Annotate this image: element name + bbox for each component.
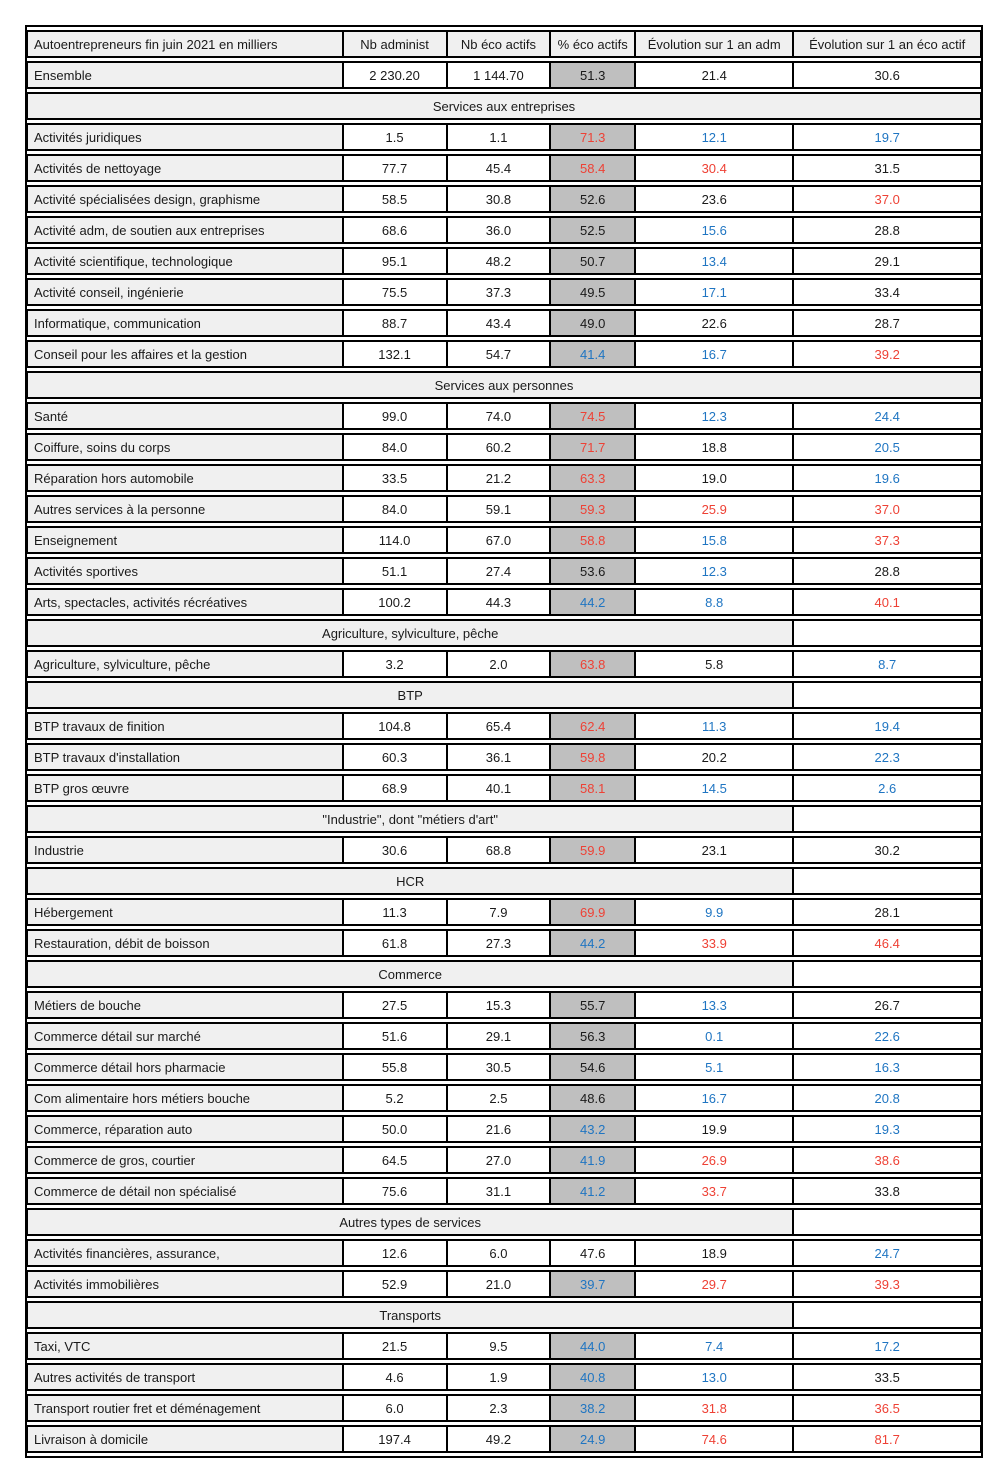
table-row: [27, 836, 981, 864]
cell-nb-administ: 4.6: [343, 1363, 447, 1391]
cell-evolution-adm: 23.1: [635, 836, 793, 864]
section-empty-cell: [793, 681, 981, 709]
cell-pct-eco-actifs: 50.7: [550, 247, 635, 275]
cell-evolution-eco: 28.7: [793, 309, 981, 337]
cell-evolution-adm: 5.8: [635, 650, 793, 678]
cell-nb-administ: 2 230.20: [343, 61, 447, 89]
row-label: Activités immobilières: [27, 1270, 343, 1298]
cell-evolution-adm: 13.0: [635, 1363, 793, 1391]
row-label: BTP gros œuvre: [27, 774, 343, 802]
table-row: [27, 309, 981, 337]
cell-evolution-adm: 13.3: [635, 991, 793, 1019]
table-row: [27, 464, 981, 492]
section-empty-cell: [793, 1208, 981, 1236]
cell-nb-eco-actifs: 43.4: [447, 309, 551, 337]
cell-evolution-eco: 36.5: [793, 1394, 981, 1422]
cell-evolution-adm: 31.8: [635, 1394, 793, 1422]
row-label: Ensemble: [27, 61, 343, 89]
table-row: [27, 898, 981, 926]
cell-evolution-adm: 16.7: [635, 1084, 793, 1112]
section-row: [27, 960, 981, 988]
section-header: "Industrie", dont "métiers d'art": [27, 805, 793, 833]
header-row: [27, 30, 981, 58]
table-row: [27, 1022, 981, 1050]
row-label: Commerce détail sur marché: [27, 1022, 343, 1050]
cell-pct-eco-actifs: 41.2: [550, 1177, 635, 1205]
cell-evolution-eco: 20.5: [793, 433, 981, 461]
table-row: [27, 526, 981, 554]
cell-pct-eco-actifs: 49.0: [550, 309, 635, 337]
table-row: [27, 588, 981, 616]
cell-nb-eco-actifs: 60.2: [447, 433, 551, 461]
cell-evolution-adm: 17.1: [635, 278, 793, 306]
cell-nb-administ: 197.4: [343, 1425, 447, 1453]
cell-nb-eco-actifs: 31.1: [447, 1177, 551, 1205]
cell-evolution-eco: 19.7: [793, 123, 981, 151]
cell-pct-eco-actifs: 56.3: [550, 1022, 635, 1050]
row-label: Hébergement: [27, 898, 343, 926]
cell-evolution-adm: 12.1: [635, 123, 793, 151]
cell-pct-eco-actifs: 54.6: [550, 1053, 635, 1081]
row-label: Commerce de gros, courtier: [27, 1146, 343, 1174]
cell-nb-administ: 75.6: [343, 1177, 447, 1205]
row-label: Coiffure, soins du corps: [27, 433, 343, 461]
cell-nb-administ: 33.5: [343, 464, 447, 492]
row-label: Activités de nettoyage: [27, 154, 343, 182]
cell-pct-eco-actifs: 59.9: [550, 836, 635, 864]
cell-nb-administ: 77.7: [343, 154, 447, 182]
table-row: [27, 123, 981, 151]
cell-evolution-eco: 19.6: [793, 464, 981, 492]
table-row: [27, 650, 981, 678]
row-label: Commerce détail hors pharmacie: [27, 1053, 343, 1081]
row-label: Informatique, communication: [27, 309, 343, 337]
table-row: [27, 340, 981, 368]
cell-nb-administ: 1.5: [343, 123, 447, 151]
column-header-nb-eco-actifs: Nb éco actifs: [447, 30, 551, 58]
row-label: Activité spécialisées design, graphisme: [27, 185, 343, 213]
row-label: Industrie: [27, 836, 343, 864]
cell-evolution-eco: 28.1: [793, 898, 981, 926]
cell-nb-administ: 5.2: [343, 1084, 447, 1112]
cell-nb-administ: 64.5: [343, 1146, 447, 1174]
cell-nb-eco-actifs: 27.0: [447, 1146, 551, 1174]
cell-nb-administ: 60.3: [343, 743, 447, 771]
cell-nb-eco-actifs: 59.1: [447, 495, 551, 523]
table-body: [27, 61, 981, 1453]
section-header: Autres types de services: [27, 1208, 793, 1236]
cell-evolution-eco: 39.3: [793, 1270, 981, 1298]
section-row: [27, 805, 981, 833]
section-empty-cell: [793, 867, 981, 895]
cell-evolution-adm: 14.5: [635, 774, 793, 802]
cell-evolution-adm: 21.4: [635, 61, 793, 89]
cell-nb-administ: 27.5: [343, 991, 447, 1019]
section-header: Services aux entreprises: [27, 92, 981, 120]
cell-pct-eco-actifs: 58.8: [550, 526, 635, 554]
cell-evolution-eco: 33.4: [793, 278, 981, 306]
cell-evolution-eco: 28.8: [793, 216, 981, 244]
cell-evolution-adm: 26.9: [635, 1146, 793, 1174]
cell-evolution-adm: 8.8: [635, 588, 793, 616]
cell-nb-eco-actifs: 9.5: [447, 1332, 551, 1360]
section-row: [27, 867, 981, 895]
cell-evolution-eco: 22.3: [793, 743, 981, 771]
cell-evolution-eco: 26.7: [793, 991, 981, 1019]
cell-pct-eco-actifs: 51.3: [550, 61, 635, 89]
cell-evolution-eco: 17.2: [793, 1332, 981, 1360]
table-row: [27, 743, 981, 771]
cell-nb-eco-actifs: 65.4: [447, 712, 551, 740]
cell-evolution-eco: 37.3: [793, 526, 981, 554]
cell-nb-administ: 61.8: [343, 929, 447, 957]
cell-nb-administ: 21.5: [343, 1332, 447, 1360]
cell-evolution-adm: 33.7: [635, 1177, 793, 1205]
cell-nb-administ: 132.1: [343, 340, 447, 368]
cell-evolution-adm: 25.9: [635, 495, 793, 523]
cell-pct-eco-actifs: 58.1: [550, 774, 635, 802]
cell-nb-eco-actifs: 2.5: [447, 1084, 551, 1112]
section-header: Commerce: [27, 960, 793, 988]
cell-nb-administ: 84.0: [343, 495, 447, 523]
cell-pct-eco-actifs: 40.8: [550, 1363, 635, 1391]
cell-pct-eco-actifs: 47.6: [550, 1239, 635, 1267]
cell-nb-eco-actifs: 36.0: [447, 216, 551, 244]
cell-nb-eco-actifs: 40.1: [447, 774, 551, 802]
cell-evolution-adm: 20.2: [635, 743, 793, 771]
cell-nb-eco-actifs: 68.8: [447, 836, 551, 864]
row-label: Taxi, VTC: [27, 1332, 343, 1360]
cell-nb-eco-actifs: 30.5: [447, 1053, 551, 1081]
row-label: Autres activités de transport: [27, 1363, 343, 1391]
table-row: [27, 1332, 981, 1360]
row-label: Activité adm, de soutien aux entreprises: [27, 216, 343, 244]
cell-nb-administ: 68.6: [343, 216, 447, 244]
table-row: [27, 1146, 981, 1174]
cell-nb-administ: 50.0: [343, 1115, 447, 1143]
row-label: Autres services à la personne: [27, 495, 343, 523]
cell-pct-eco-actifs: 38.2: [550, 1394, 635, 1422]
column-header-evolution-adm: Évolution sur 1 an adm: [635, 30, 793, 58]
cell-nb-eco-actifs: 36.1: [447, 743, 551, 771]
row-label: Arts, spectacles, activités récréatives: [27, 588, 343, 616]
row-label: Restauration, débit de boisson: [27, 929, 343, 957]
cell-evolution-adm: 74.6: [635, 1425, 793, 1453]
cell-pct-eco-actifs: 59.8: [550, 743, 635, 771]
section-header: Services aux personnes: [27, 371, 981, 399]
section-header: HCR: [27, 867, 793, 895]
column-header-nb-administ: Nb administ: [343, 30, 447, 58]
cell-nb-eco-actifs: 27.3: [447, 929, 551, 957]
row-label: Activités juridiques: [27, 123, 343, 151]
section-empty-cell: [793, 960, 981, 988]
row-label: Commerce de détail non spécialisé: [27, 1177, 343, 1205]
table-row: [27, 216, 981, 244]
autoentrepreneurs-table: [25, 25, 983, 1458]
cell-evolution-eco: 81.7: [793, 1425, 981, 1453]
cell-evolution-adm: 12.3: [635, 557, 793, 585]
cell-evolution-eco: 37.0: [793, 185, 981, 213]
cell-nb-administ: 3.2: [343, 650, 447, 678]
section-empty-cell: [793, 805, 981, 833]
cell-pct-eco-actifs: 44.2: [550, 929, 635, 957]
cell-evolution-eco: 38.6: [793, 1146, 981, 1174]
section-row: [27, 92, 981, 120]
cell-nb-administ: 52.9: [343, 1270, 447, 1298]
cell-nb-administ: 100.2: [343, 588, 447, 616]
cell-nb-eco-actifs: 54.7: [447, 340, 551, 368]
section-row: [27, 1208, 981, 1236]
cell-nb-administ: 84.0: [343, 433, 447, 461]
cell-evolution-eco: 20.8: [793, 1084, 981, 1112]
cell-nb-eco-actifs: 74.0: [447, 402, 551, 430]
section-header: BTP: [27, 681, 793, 709]
cell-pct-eco-actifs: 48.6: [550, 1084, 635, 1112]
table-row: [27, 402, 981, 430]
row-label: Agriculture, sylviculture, pêche: [27, 650, 343, 678]
cell-evolution-eco: 37.0: [793, 495, 981, 523]
cell-evolution-eco: 24.7: [793, 1239, 981, 1267]
cell-nb-eco-actifs: 67.0: [447, 526, 551, 554]
row-label: Réparation hors automobile: [27, 464, 343, 492]
cell-nb-administ: 51.6: [343, 1022, 447, 1050]
cell-evolution-eco: 8.7: [793, 650, 981, 678]
row-label: Santé: [27, 402, 343, 430]
column-header-pct-eco-actifs: % éco actifs: [550, 30, 635, 58]
cell-evolution-adm: 9.9: [635, 898, 793, 926]
cell-evolution-eco: 33.8: [793, 1177, 981, 1205]
cell-nb-administ: 51.1: [343, 557, 447, 585]
cell-nb-eco-actifs: 37.3: [447, 278, 551, 306]
cell-nb-eco-actifs: 48.2: [447, 247, 551, 275]
cell-pct-eco-actifs: 58.4: [550, 154, 635, 182]
cell-evolution-adm: 11.3: [635, 712, 793, 740]
cell-nb-administ: 6.0: [343, 1394, 447, 1422]
cell-pct-eco-actifs: 53.6: [550, 557, 635, 585]
cell-nb-eco-actifs: 44.3: [447, 588, 551, 616]
cell-nb-administ: 12.6: [343, 1239, 447, 1267]
cell-evolution-adm: 18.8: [635, 433, 793, 461]
section-row: [27, 371, 981, 399]
cell-nb-eco-actifs: 27.4: [447, 557, 551, 585]
cell-evolution-eco: 24.4: [793, 402, 981, 430]
cell-pct-eco-actifs: 71.7: [550, 433, 635, 461]
cell-pct-eco-actifs: 63.3: [550, 464, 635, 492]
cell-evolution-eco: 30.2: [793, 836, 981, 864]
table-row: [27, 991, 981, 1019]
cell-nb-eco-actifs: 1.1: [447, 123, 551, 151]
cell-evolution-eco: 16.3: [793, 1053, 981, 1081]
section-row: [27, 1301, 981, 1329]
table-row: [27, 1115, 981, 1143]
cell-nb-administ: 99.0: [343, 402, 447, 430]
row-label: Activités sportives: [27, 557, 343, 585]
cell-nb-administ: 104.8: [343, 712, 447, 740]
cell-pct-eco-actifs: 43.2: [550, 1115, 635, 1143]
cell-evolution-eco: 30.6: [793, 61, 981, 89]
row-label: Activité conseil, ingénierie: [27, 278, 343, 306]
table-row: [27, 774, 981, 802]
cell-evolution-adm: 18.9: [635, 1239, 793, 1267]
cell-evolution-adm: 19.0: [635, 464, 793, 492]
section-empty-cell: [793, 619, 981, 647]
cell-nb-eco-actifs: 15.3: [447, 991, 551, 1019]
cell-pct-eco-actifs: 52.6: [550, 185, 635, 213]
cell-evolution-adm: 30.4: [635, 154, 793, 182]
table-row: [27, 1239, 981, 1267]
cell-nb-administ: 114.0: [343, 526, 447, 554]
row-label: BTP travaux d'installation: [27, 743, 343, 771]
section-header: Agriculture, sylviculture, pêche: [27, 619, 793, 647]
cell-nb-eco-actifs: 30.8: [447, 185, 551, 213]
table-row: [27, 929, 981, 957]
cell-evolution-adm: 23.6: [635, 185, 793, 213]
cell-pct-eco-actifs: 44.0: [550, 1332, 635, 1360]
cell-pct-eco-actifs: 49.5: [550, 278, 635, 306]
cell-nb-administ: 55.8: [343, 1053, 447, 1081]
cell-evolution-eco: 40.1: [793, 588, 981, 616]
cell-evolution-adm: 5.1: [635, 1053, 793, 1081]
cell-evolution-adm: 33.9: [635, 929, 793, 957]
section-header: Transports: [27, 1301, 793, 1329]
cell-pct-eco-actifs: 39.7: [550, 1270, 635, 1298]
table-row: [27, 154, 981, 182]
table-header: [27, 30, 981, 58]
table-row: [27, 712, 981, 740]
cell-nb-administ: 11.3: [343, 898, 447, 926]
row-label: Activité scientifique, technologique: [27, 247, 343, 275]
cell-evolution-eco: 46.4: [793, 929, 981, 957]
cell-nb-administ: 95.1: [343, 247, 447, 275]
table-row: [27, 185, 981, 213]
row-label: Conseil pour les affaires et la gestion: [27, 340, 343, 368]
column-header-label: Autoentrepreneurs fin juin 2021 en milliers: [27, 30, 343, 58]
cell-evolution-adm: 13.4: [635, 247, 793, 275]
cell-pct-eco-actifs: 55.7: [550, 991, 635, 1019]
table-row: [27, 1270, 981, 1298]
cell-nb-eco-actifs: 6.0: [447, 1239, 551, 1267]
cell-evolution-eco: 28.8: [793, 557, 981, 585]
table-row: [27, 1053, 981, 1081]
cell-nb-eco-actifs: 29.1: [447, 1022, 551, 1050]
row-label: Métiers de bouche: [27, 991, 343, 1019]
cell-evolution-adm: 0.1: [635, 1022, 793, 1050]
cell-nb-eco-actifs: 1 144.70: [447, 61, 551, 89]
cell-evolution-eco: 39.2: [793, 340, 981, 368]
cell-evolution-adm: 16.7: [635, 340, 793, 368]
row-label: Com alimentaire hors métiers bouche: [27, 1084, 343, 1112]
cell-evolution-eco: 33.5: [793, 1363, 981, 1391]
cell-nb-eco-actifs: 21.2: [447, 464, 551, 492]
row-label: Commerce, réparation auto: [27, 1115, 343, 1143]
cell-nb-eco-actifs: 1.9: [447, 1363, 551, 1391]
table-row: [27, 1177, 981, 1205]
cell-nb-administ: 75.5: [343, 278, 447, 306]
cell-nb-administ: 30.6: [343, 836, 447, 864]
table-row: [27, 1363, 981, 1391]
cell-evolution-adm: 15.8: [635, 526, 793, 554]
section-empty-cell: [793, 1301, 981, 1329]
row-label: Activités financières, assurance,: [27, 1239, 343, 1267]
cell-nb-eco-actifs: 21.6: [447, 1115, 551, 1143]
cell-pct-eco-actifs: 41.9: [550, 1146, 635, 1174]
cell-nb-eco-actifs: 49.2: [447, 1425, 551, 1453]
table-row: [27, 278, 981, 306]
cell-nb-eco-actifs: 2.3: [447, 1394, 551, 1422]
cell-pct-eco-actifs: 59.3: [550, 495, 635, 523]
cell-pct-eco-actifs: 62.4: [550, 712, 635, 740]
cell-nb-administ: 88.7: [343, 309, 447, 337]
cell-nb-eco-actifs: 21.0: [447, 1270, 551, 1298]
table-row: [27, 1394, 981, 1422]
cell-evolution-eco: 29.1: [793, 247, 981, 275]
cell-nb-eco-actifs: 45.4: [447, 154, 551, 182]
cell-evolution-adm: 7.4: [635, 1332, 793, 1360]
cell-nb-eco-actifs: 2.0: [447, 650, 551, 678]
cell-pct-eco-actifs: 69.9: [550, 898, 635, 926]
cell-pct-eco-actifs: 71.3: [550, 123, 635, 151]
cell-pct-eco-actifs: 41.4: [550, 340, 635, 368]
table-row: [27, 495, 981, 523]
cell-evolution-adm: 22.6: [635, 309, 793, 337]
table-row: [27, 557, 981, 585]
cell-evolution-eco: 31.5: [793, 154, 981, 182]
cell-pct-eco-actifs: 74.5: [550, 402, 635, 430]
table-row: [27, 433, 981, 461]
cell-evolution-adm: 15.6: [635, 216, 793, 244]
row-label: Enseignement: [27, 526, 343, 554]
row-label: BTP travaux de finition: [27, 712, 343, 740]
column-header-evolution-eco: Évolution sur 1 an éco actif: [793, 30, 981, 58]
table-row: [27, 1425, 981, 1453]
table-row: [27, 247, 981, 275]
row-label: Livraison à domicile: [27, 1425, 343, 1453]
cell-evolution-adm: 29.7: [635, 1270, 793, 1298]
cell-pct-eco-actifs: 63.8: [550, 650, 635, 678]
cell-pct-eco-actifs: 52.5: [550, 216, 635, 244]
table-row: [27, 61, 981, 89]
section-row: [27, 619, 981, 647]
cell-evolution-eco: 19.4: [793, 712, 981, 740]
cell-evolution-eco: 19.3: [793, 1115, 981, 1143]
cell-pct-eco-actifs: 24.9: [550, 1425, 635, 1453]
cell-nb-eco-actifs: 7.9: [447, 898, 551, 926]
cell-evolution-adm: 19.9: [635, 1115, 793, 1143]
cell-evolution-eco: 22.6: [793, 1022, 981, 1050]
table-row: [27, 1084, 981, 1112]
row-label: Transport routier fret et déménagement: [27, 1394, 343, 1422]
cell-evolution-eco: 2.6: [793, 774, 981, 802]
cell-evolution-adm: 12.3: [635, 402, 793, 430]
cell-nb-administ: 68.9: [343, 774, 447, 802]
cell-nb-administ: 58.5: [343, 185, 447, 213]
cell-pct-eco-actifs: 44.2: [550, 588, 635, 616]
section-row: [27, 681, 981, 709]
